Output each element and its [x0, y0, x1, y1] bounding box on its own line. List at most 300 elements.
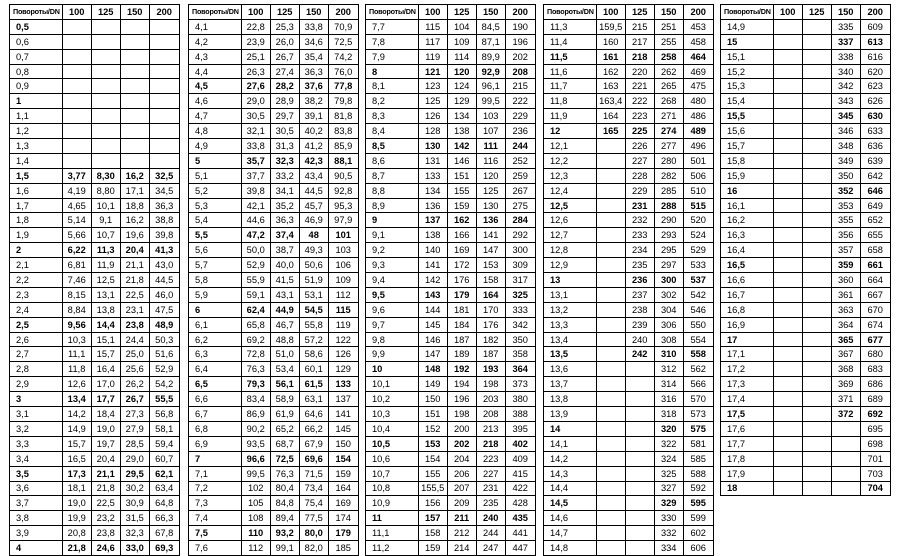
- value-cell: 64,8: [149, 496, 179, 511]
- value-cell: 428: [505, 496, 535, 511]
- table-row: [721, 332, 891, 347]
- value-cell: 300: [505, 243, 535, 258]
- value-cell: [91, 109, 120, 124]
- value-cell: 58,1: [149, 421, 179, 436]
- value-cell: [596, 139, 625, 154]
- value-cell: 28,5: [120, 436, 149, 451]
- table-row: [189, 317, 359, 332]
- table-row: [721, 392, 891, 407]
- value-cell: 42,1: [241, 198, 270, 213]
- turns-cell: 16,4: [721, 243, 774, 258]
- value-cell: 342: [831, 79, 860, 94]
- value-cell: 57,2: [299, 332, 328, 347]
- value-cell: 47,2: [241, 228, 270, 243]
- value-cell: 141: [418, 258, 447, 273]
- table-row: [10, 317, 180, 332]
- value-cell: [773, 347, 802, 362]
- table-row: [189, 198, 359, 213]
- value-cell: [596, 332, 625, 347]
- table-row: [189, 273, 359, 288]
- turns-cell: 10,9: [366, 496, 419, 511]
- table-row: [10, 79, 180, 94]
- value-cell: 36,3: [149, 198, 179, 213]
- table-row: [544, 198, 714, 213]
- value-cell: [773, 362, 802, 377]
- value-cell: 21,8: [120, 273, 149, 288]
- value-cell: 343: [831, 94, 860, 109]
- value-cell: 75,4: [299, 496, 328, 511]
- table-row: [544, 153, 714, 168]
- value-cell: 15,7: [62, 436, 91, 451]
- dn-table-5: [720, 4, 891, 496]
- table-row: [544, 436, 714, 451]
- value-cell: 402: [505, 436, 535, 451]
- table-row: [10, 347, 180, 362]
- value-cell: 8,30: [91, 168, 120, 183]
- value-cell: 31,5: [120, 511, 149, 526]
- value-cell: 22,8: [241, 19, 270, 34]
- value-cell: [62, 94, 91, 109]
- value-cell: 86,9: [241, 407, 270, 422]
- turns-cell: 17: [721, 332, 774, 347]
- value-cell: 72,5: [270, 451, 299, 466]
- turns-cell: 0,8: [10, 64, 63, 79]
- table-row: [10, 541, 180, 556]
- value-cell: 26,2: [120, 377, 149, 392]
- value-cell: 308: [654, 332, 683, 347]
- turns-cell: 7,2: [189, 481, 242, 496]
- value-cell: 38,8: [149, 213, 179, 228]
- value-cell: 64,6: [299, 407, 328, 422]
- value-cell: 99,5: [241, 466, 270, 481]
- value-cell: 369: [831, 377, 860, 392]
- value-cell: 155,5: [418, 481, 447, 496]
- table-row: [10, 481, 180, 496]
- value-cell: [773, 168, 802, 183]
- turns-cell: 0,7: [10, 49, 63, 64]
- value-cell: 40,2: [299, 124, 328, 139]
- value-cell: [773, 287, 802, 302]
- value-cell: 34,1: [270, 183, 299, 198]
- value-cell: 585: [683, 451, 713, 466]
- turns-cell: 12,9: [544, 258, 597, 273]
- value-cell: 633: [860, 124, 890, 139]
- value-cell: 123: [418, 79, 447, 94]
- value-cell: 602: [683, 526, 713, 541]
- value-cell: [149, 79, 179, 94]
- value-cell: [773, 302, 802, 317]
- turns-cell: 2,3: [10, 287, 63, 302]
- value-cell: 10,3: [62, 332, 91, 347]
- value-cell: 50,6: [299, 258, 328, 273]
- table-row: [721, 347, 891, 362]
- value-cell: [596, 362, 625, 377]
- value-cell: 464: [683, 49, 713, 64]
- value-cell: 361: [831, 287, 860, 302]
- value-cell: 510: [683, 183, 713, 198]
- header-turns-dn: Повороты/DN: [366, 5, 419, 20]
- value-cell: 244: [505, 139, 535, 154]
- value-cell: 130: [418, 139, 447, 154]
- value-cell: 8,15: [62, 287, 91, 302]
- value-cell: [120, 153, 149, 168]
- value-cell: 184: [447, 317, 476, 332]
- value-cell: 187: [447, 332, 476, 347]
- value-cell: [773, 64, 802, 79]
- value-cell: 330: [654, 511, 683, 526]
- value-cell: [120, 34, 149, 49]
- value-cell: 21,1: [120, 258, 149, 273]
- turns-cell: 1,2: [10, 124, 63, 139]
- header-dn-200: 200: [683, 5, 713, 20]
- value-cell: 265: [654, 79, 683, 94]
- value-cell: 333: [505, 302, 535, 317]
- turns-cell: 6,7: [189, 407, 242, 422]
- table-row: [189, 302, 359, 317]
- value-cell: [773, 153, 802, 168]
- value-cell: 335: [831, 19, 860, 34]
- turns-cell: 5,2: [189, 183, 242, 198]
- value-cell: [596, 481, 625, 496]
- value-cell: 15,7: [91, 347, 120, 362]
- turns-cell: 11,8: [544, 94, 597, 109]
- value-cell: 234: [625, 243, 654, 258]
- turns-cell: 10,2: [366, 392, 419, 407]
- value-cell: 69,3: [149, 541, 179, 556]
- value-cell: 558: [683, 347, 713, 362]
- value-cell: 198: [447, 407, 476, 422]
- turns-cell: 11,3: [544, 19, 597, 34]
- value-cell: 61,9: [270, 407, 299, 422]
- value-cell: 46,7: [270, 317, 299, 332]
- value-cell: 46,9: [299, 213, 328, 228]
- table-row: [544, 243, 714, 258]
- value-cell: 25,0: [120, 347, 149, 362]
- table-row: [366, 332, 536, 347]
- turns-cell: 1,9: [10, 228, 63, 243]
- value-cell: 26,7: [270, 49, 299, 64]
- table-row: [721, 258, 891, 273]
- table-row: [10, 124, 180, 139]
- value-cell: [62, 64, 91, 79]
- turns-cell: 1,8: [10, 213, 63, 228]
- value-cell: 221: [625, 79, 654, 94]
- value-cell: 363: [831, 302, 860, 317]
- table-row: [544, 407, 714, 422]
- value-cell: [120, 124, 149, 139]
- value-cell: [62, 19, 91, 34]
- value-cell: 31,3: [270, 139, 299, 154]
- turns-cell: 12,6: [544, 213, 597, 228]
- table-row: [544, 49, 714, 64]
- table-row: [721, 481, 891, 496]
- value-cell: 38,2: [299, 94, 328, 109]
- turns-cell: 5,1: [189, 168, 242, 183]
- value-cell: 380: [505, 392, 535, 407]
- value-cell: [625, 377, 654, 392]
- value-cell: 37,7: [241, 168, 270, 183]
- value-cell: 115: [418, 19, 447, 34]
- value-cell: 325: [654, 466, 683, 481]
- turns-cell: 6,6: [189, 392, 242, 407]
- table-row: [721, 124, 891, 139]
- table-row: [366, 49, 536, 64]
- value-cell: 20,4: [91, 451, 120, 466]
- value-cell: 529: [683, 243, 713, 258]
- value-cell: 176: [447, 273, 476, 288]
- value-cell: 23,8: [120, 317, 149, 332]
- table-row: [544, 273, 714, 288]
- table-row: [366, 466, 536, 481]
- value-cell: 109: [447, 34, 476, 49]
- table-row: [544, 541, 714, 556]
- value-cell: 329: [654, 496, 683, 511]
- value-cell: [149, 109, 179, 124]
- value-cell: 58,6: [299, 347, 328, 362]
- table-row: [366, 124, 536, 139]
- value-cell: 155: [418, 466, 447, 481]
- value-cell: 18,4: [91, 407, 120, 422]
- value-cell: 19,7: [91, 436, 120, 451]
- value-cell: 34,6: [299, 34, 328, 49]
- value-cell: 67,9: [299, 436, 328, 451]
- turns-cell: 17,7: [721, 436, 774, 451]
- value-cell: 120: [476, 168, 505, 183]
- value-cell: 58,9: [270, 392, 299, 407]
- table-row: [721, 19, 891, 34]
- value-cell: 312: [654, 362, 683, 377]
- value-cell: 209: [447, 496, 476, 511]
- value-cell: 324: [654, 451, 683, 466]
- value-cell: 235: [625, 258, 654, 273]
- table-row: [544, 34, 714, 49]
- turns-cell: 3,3: [10, 436, 63, 451]
- table-row: [721, 79, 891, 94]
- value-cell: 23,2: [91, 511, 120, 526]
- turns-cell: 3,2: [10, 421, 63, 436]
- value-cell: 533: [683, 258, 713, 273]
- value-cell: 501: [683, 153, 713, 168]
- value-cell: 14,9: [62, 421, 91, 436]
- table-row: [189, 332, 359, 347]
- value-cell: 93,2: [270, 526, 299, 541]
- value-cell: 45,7: [299, 198, 328, 213]
- table-row: [544, 481, 714, 496]
- value-cell: 422: [505, 481, 535, 496]
- header-dn-150: 150: [476, 5, 505, 20]
- value-cell: 309: [505, 258, 535, 273]
- value-cell: 202: [505, 49, 535, 64]
- value-cell: 290: [654, 213, 683, 228]
- value-cell: [91, 49, 120, 64]
- value-cell: [831, 421, 860, 436]
- value-cell: [596, 183, 625, 198]
- value-cell: 138: [447, 124, 476, 139]
- value-cell: 62,4: [241, 302, 270, 317]
- value-cell: 136: [476, 213, 505, 228]
- value-cell: 154: [328, 451, 358, 466]
- value-cell: [802, 213, 831, 228]
- value-cell: [91, 34, 120, 49]
- value-cell: 19,0: [62, 496, 91, 511]
- value-cell: 409: [505, 451, 535, 466]
- turns-cell: 5: [189, 153, 242, 168]
- value-cell: 566: [683, 377, 713, 392]
- value-cell: [773, 332, 802, 347]
- value-cell: 99,1: [270, 541, 299, 556]
- value-cell: 147: [418, 347, 447, 362]
- turns-cell: 6,8: [189, 421, 242, 436]
- value-cell: 25,1: [241, 49, 270, 64]
- value-cell: 65,2: [270, 421, 299, 436]
- value-cell: 60,1: [299, 362, 328, 377]
- table-row: [721, 109, 891, 124]
- value-cell: 170: [476, 302, 505, 317]
- value-cell: [596, 392, 625, 407]
- turns-cell: 6: [189, 302, 242, 317]
- turns-cell: 5,4: [189, 213, 242, 228]
- table-row: [189, 496, 359, 511]
- value-cell: 126: [418, 109, 447, 124]
- value-cell: 53,4: [270, 362, 299, 377]
- value-cell: [62, 139, 91, 154]
- value-cell: 14,2: [62, 407, 91, 422]
- value-cell: 18,8: [120, 198, 149, 213]
- table-row: [10, 466, 180, 481]
- value-cell: 25,3: [270, 19, 299, 34]
- value-cell: 179: [328, 526, 358, 541]
- header-row: [721, 5, 891, 20]
- value-cell: [773, 377, 802, 392]
- table-row: [544, 139, 714, 154]
- value-cell: 88,1: [328, 153, 358, 168]
- table-row: [189, 287, 359, 302]
- value-cell: 6,81: [62, 258, 91, 273]
- value-cell: 11,9: [91, 258, 120, 273]
- value-cell: 229: [625, 183, 654, 198]
- value-cell: 616: [860, 49, 890, 64]
- header-turns-dn: Повороты/DN: [10, 5, 63, 20]
- value-cell: 359: [831, 258, 860, 273]
- header-row: [544, 5, 714, 20]
- value-cell: 73,4: [299, 481, 328, 496]
- table-row: [10, 139, 180, 154]
- value-cell: 215: [505, 79, 535, 94]
- value-cell: [802, 183, 831, 198]
- value-cell: 32,3: [120, 526, 149, 541]
- header-dn-200: 200: [505, 5, 535, 20]
- value-cell: 129: [328, 362, 358, 377]
- value-cell: 356: [831, 228, 860, 243]
- value-cell: 16,2: [120, 168, 149, 183]
- value-cell: 159: [418, 541, 447, 556]
- turns-cell: 9,8: [366, 332, 419, 347]
- table-row: [366, 153, 536, 168]
- value-cell: 16,4: [91, 362, 120, 377]
- value-cell: 162: [447, 213, 476, 228]
- value-cell: 133: [418, 168, 447, 183]
- value-cell: 23,1: [120, 302, 149, 317]
- table-row: [544, 421, 714, 436]
- table-row: [189, 377, 359, 392]
- value-cell: 613: [860, 34, 890, 49]
- value-cell: 240: [476, 511, 505, 526]
- value-cell: [596, 153, 625, 168]
- value-cell: 334: [654, 541, 683, 556]
- value-cell: [802, 392, 831, 407]
- value-cell: [625, 496, 654, 511]
- value-cell: 76,0: [328, 64, 358, 79]
- turns-cell: 6,1: [189, 317, 242, 332]
- value-cell: 367: [831, 347, 860, 362]
- table-row: [366, 19, 536, 34]
- value-cell: [773, 451, 802, 466]
- value-cell: 5,66: [62, 228, 91, 243]
- value-cell: [802, 287, 831, 302]
- value-cell: 56,8: [149, 407, 179, 422]
- table-row: [721, 139, 891, 154]
- value-cell: 103: [476, 109, 505, 124]
- value-cell: 174: [328, 511, 358, 526]
- value-cell: 320: [654, 421, 683, 436]
- value-cell: 9,56: [62, 317, 91, 332]
- value-cell: 52,9: [149, 362, 179, 377]
- value-cell: 35,2: [270, 198, 299, 213]
- value-cell: [802, 273, 831, 288]
- value-cell: [596, 287, 625, 302]
- value-cell: 131: [418, 153, 447, 168]
- value-cell: 153: [476, 258, 505, 273]
- table-row: [10, 436, 180, 451]
- value-cell: 99,5: [476, 94, 505, 109]
- table-row: [10, 511, 180, 526]
- turns-cell: 8,9: [366, 198, 419, 213]
- table-row: [544, 377, 714, 392]
- value-cell: 231: [476, 481, 505, 496]
- value-cell: [773, 109, 802, 124]
- value-cell: 142: [418, 273, 447, 288]
- value-cell: 310: [654, 347, 683, 362]
- value-cell: 12,6: [62, 377, 91, 392]
- turns-cell: 15,4: [721, 94, 774, 109]
- value-cell: 11,3: [91, 243, 120, 258]
- table-row: [189, 109, 359, 124]
- value-cell: [773, 79, 802, 94]
- turns-cell: 8,6: [366, 153, 419, 168]
- value-cell: [831, 466, 860, 481]
- value-cell: 302: [654, 287, 683, 302]
- value-cell: [802, 228, 831, 243]
- table-row: [544, 19, 714, 34]
- value-cell: 229: [505, 109, 535, 124]
- table-row: [189, 183, 359, 198]
- header-turns-dn: Повороты/DN: [721, 5, 774, 20]
- value-cell: 141: [476, 228, 505, 243]
- value-cell: 196: [447, 392, 476, 407]
- table-row: [366, 541, 536, 556]
- value-cell: 314: [654, 377, 683, 392]
- value-cell: 204: [447, 451, 476, 466]
- value-cell: [773, 94, 802, 109]
- table-row: [544, 496, 714, 511]
- value-cell: 27,3: [120, 407, 149, 422]
- value-cell: 59,4: [149, 436, 179, 451]
- turns-cell: 12: [544, 124, 597, 139]
- table-row: [721, 377, 891, 392]
- table-row: [366, 109, 536, 124]
- value-cell: 72,8: [241, 347, 270, 362]
- value-cell: [149, 153, 179, 168]
